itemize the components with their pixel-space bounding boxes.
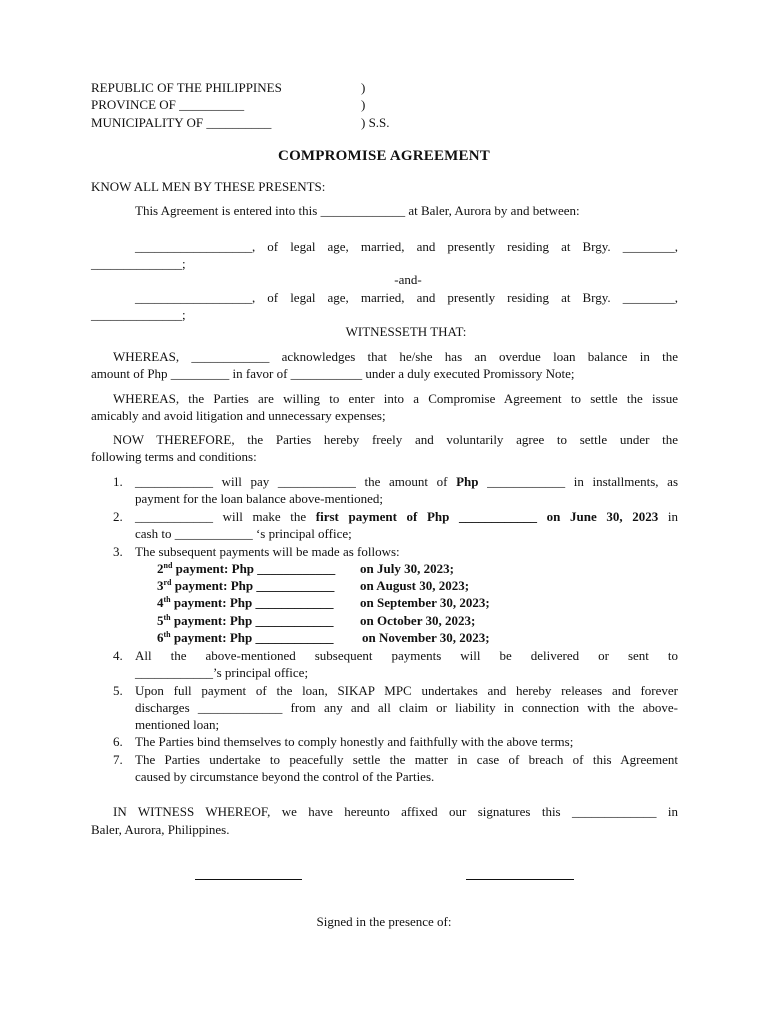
caption-republic: REPUBLIC OF THE PHILIPPINES: [91, 80, 282, 95]
party2-line1: __________________, of legal age, married, and presently residing at Brgy. ________,: [135, 290, 678, 305]
item2-line2: cash to ____________ ‘s principal office;: [135, 526, 352, 541]
witness-whereof-line1: IN WITNESS WHEREOF, we have hereunto affixed our signatures this _____________ in: [113, 804, 678, 819]
caption-province: PROVINCE OF __________: [91, 97, 245, 112]
party1-line2: ______________;: [91, 256, 186, 271]
item-number-4: 4.: [113, 648, 123, 663]
item-number-6: 6.: [113, 734, 123, 749]
payment-2nd: 2nd payment: Php ____________: [157, 561, 336, 576]
payment-6th-date: on November 30, 2023;: [362, 630, 490, 645]
item7-line1: The Parties undertake to peacefully settle the matter in case of breach of this Agreement: [135, 752, 678, 767]
item2-first-payment: first payment of Php ____________ on June 30, 2023: [315, 509, 659, 524]
now-therefore-line1: NOW THEREFORE, the Parties hereby freely and voluntarily agree to settle under the: [113, 432, 678, 447]
document-title: COMPROMISE AGREEMENT: [278, 148, 490, 164]
signed-in-presence: Signed in the presence of:: [316, 914, 452, 929]
item7-line2: caused by circumstance beyond the control of the Parties.: [135, 769, 435, 784]
whereas2-line2: amicably and avoid litigation and unnecessary expenses;: [91, 408, 386, 423]
whereas1-line1: WHEREAS, ____________ acknowledges that he/she has an overdue loan balance in the: [113, 349, 678, 364]
item-number-2: 2.: [113, 509, 123, 524]
item6-text: The Parties bind themselves to comply honestly and faithfully with the above terms;: [135, 734, 574, 749]
caption-paren-ss: ) S.S.: [361, 115, 390, 130]
now-therefore-line2: following terms and conditions:: [91, 449, 257, 464]
item2-text-c: in: [658, 509, 678, 524]
item2-line1: [135, 508, 678, 525]
item-number-5: 5.: [113, 683, 123, 698]
item1-line2: payment for the loan balance above-mentioned;: [135, 491, 383, 506]
item1-text-c: ____________ in installments, as: [478, 474, 678, 489]
payment-3rd-date: on August 30, 2023;: [360, 578, 470, 593]
item4-line2: ____________’s principal office;: [135, 665, 309, 680]
caption-paren-1: ): [361, 80, 366, 95]
item-number-3: 3.: [113, 544, 123, 559]
agreement-intro: This Agreement is entered into this _____________ at Baler, Aurora by and between:: [135, 203, 580, 218]
payment-3rd: 3rd payment: Php ____________: [157, 578, 335, 593]
payment-6th: 6th payment: Php ____________: [157, 630, 334, 645]
payment-5th: 5th payment: Php ____________: [157, 613, 334, 628]
item5-line2: discharges _____________ from any and all claim or liability in connection with the above-: [135, 700, 678, 715]
caption-paren-2: ): [361, 97, 366, 112]
party2-line2: ______________;: [91, 307, 186, 322]
and-separator: -and-: [394, 272, 422, 287]
item5-line3: mentioned loan;: [135, 717, 220, 732]
item4-line1: All the above-mentioned subsequent payments will be delivered or sent to: [135, 648, 678, 663]
payment-4th-date: on September 30, 2023;: [360, 595, 490, 610]
witness-whereof-line2: Baler, Aurora, Philippines.: [91, 822, 230, 837]
item-number-1: 1.: [113, 474, 123, 489]
item3-text: The subsequent payments will be made as follows:: [135, 544, 400, 559]
payment-5th-date: on October 30, 2023;: [360, 613, 476, 628]
witnesseth-heading: WITNESSETH THAT:: [345, 324, 467, 339]
payment-2nd-date: on July 30, 2023;: [360, 561, 454, 576]
signature-line-party2: [466, 879, 574, 880]
know-all-men: KNOW ALL MEN BY THESE PRESENTS:: [91, 179, 326, 194]
whereas1-line2: amount of Php _________ in favor of ___________ under a duly executed Promissory Note;: [91, 366, 575, 381]
item1-text-a: ____________ will pay ____________ the amount of: [135, 474, 457, 489]
item1-line1: [135, 473, 678, 490]
item5-line1: Upon full payment of the loan, SIKAP MPC undertakes and hereby releases and forever: [135, 683, 678, 698]
payment-4th: 4th payment: Php ____________: [157, 595, 334, 610]
signature-line-party1: [195, 879, 302, 880]
item-number-7: 7.: [113, 752, 123, 767]
item2-text-a: ____________ will make the: [135, 509, 316, 524]
item1-php: Php: [456, 474, 479, 489]
caption-municipality: MUNICIPALITY OF __________: [91, 115, 272, 130]
whereas2-line1: WHEREAS, the Parties are willing to enter into a Compromise Agreement to settle the issue: [113, 391, 678, 406]
party1-line1: __________________, of legal age, married, and presently residing at Brgy. ________,: [135, 239, 678, 254]
